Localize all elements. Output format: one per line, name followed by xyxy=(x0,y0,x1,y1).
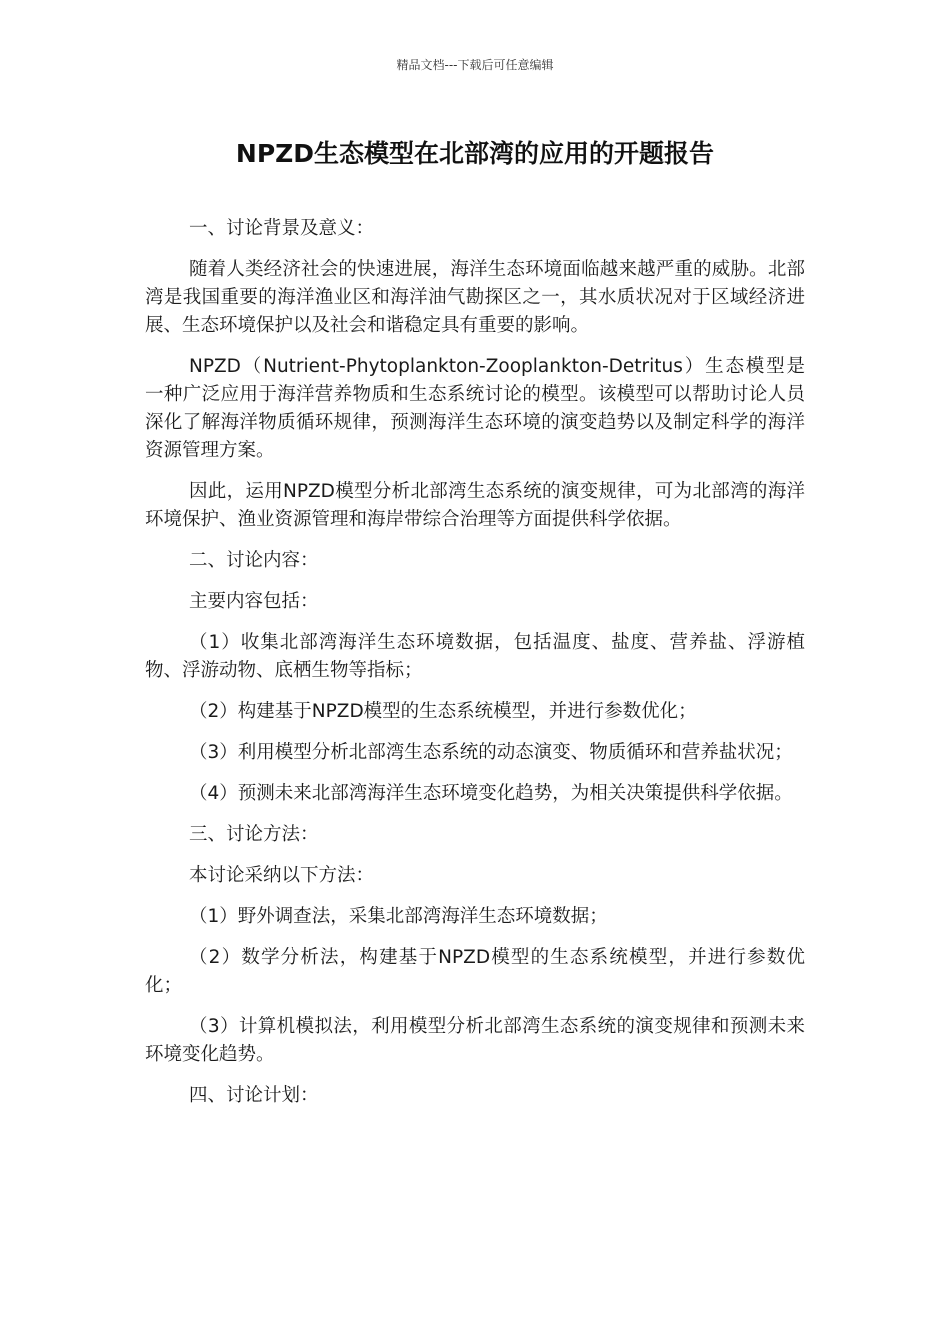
section-heading-content: 二、讨论内容： xyxy=(189,550,319,571)
list-item-methods-3: （3）计算机模拟法，利用模型分析北部湾生态系统的演变规律和预测未来环境变化趋势。 xyxy=(145,1016,805,1065)
page-header-note: 精品文档---下载后可任意编辑 xyxy=(396,58,554,72)
paragraph-content-intro: 主要内容包括： xyxy=(189,591,319,612)
paragraph-background-2: NPZD（Nutrient-Phytoplankton-Zooplankton-Detritus）生态模型是一种广泛应用于海洋营养物质和生态系统讨论的模型。该模型可以帮助讨论人员深化了解海洋物质循环规律，预测海洋生态环境的演变趋势以及制定科学的海洋资源管理方案。 xyxy=(145,356,805,461)
list-item-content-2: （2）构建基于NPZD模型的生态系统模型，并进行参数优化； xyxy=(189,701,697,722)
list-item-methods-1: （1）野外调查法，采集北部湾海洋生态环境数据； xyxy=(189,906,608,927)
paragraph-methods-intro: 本讨论采纳以下方法： xyxy=(189,865,375,886)
paragraph-background-1: 随着人类经济社会的快速进展，海洋生态环境面临越来越严重的威胁。北部湾是我国重要的海洋渔业区和海洋油气勘探区之一，其水质状况对于区域经济进展、生态环境保护以及社会和谐稳定具有重要的影响。 xyxy=(145,259,805,336)
list-item-content-1: （1）收集北部湾海洋生态环境数据，包括温度、盐度、营养盐、浮游植物、浮游动物、底栖生物等指标； xyxy=(145,632,805,681)
document-body xyxy=(145,215,805,1123)
document-title: NPZD生态模型在北部湾的应用的开题报告 xyxy=(235,139,715,168)
section-heading-methods: 三、讨论方法： xyxy=(189,824,319,845)
list-item-content-4: （4）预测未来北部湾海洋生态环境变化趋势，为相关决策提供科学依据。 xyxy=(189,783,793,804)
list-item-content-3: （3）利用模型分析北部湾生态系统的动态演变、物质循环和营养盐状况； xyxy=(189,742,793,763)
paragraph-background-3: 因此，运用NPZD模型分析北部湾生态系统的演变规律，可为北部湾的海洋环境保护、渔业资源管理和海岸带综合治理等方面提供科学依据。 xyxy=(145,481,805,530)
list-item-methods-2: （2）数学分析法，构建基于NPZD模型的生态系统模型，并进行参数优化； xyxy=(145,947,805,996)
section-heading-plan: 四、讨论计划： xyxy=(189,1085,319,1106)
section-heading-background: 一、讨论背景及意义： xyxy=(189,218,375,239)
